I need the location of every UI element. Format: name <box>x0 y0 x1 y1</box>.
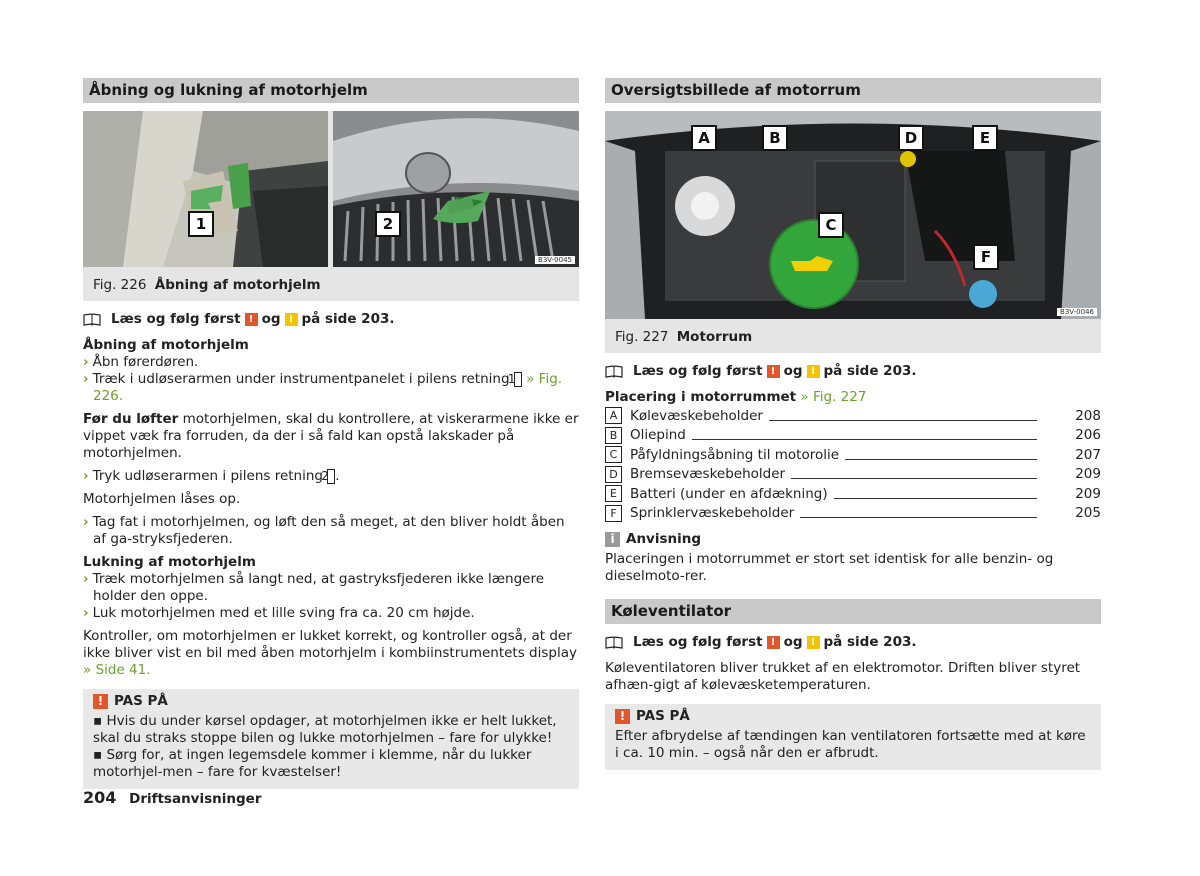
warning-box <box>83 689 579 789</box>
read-first-line <box>605 363 1101 379</box>
arrow-icon: › <box>83 514 89 530</box>
section-title: Åbning og lukning af motorhjelm <box>83 78 579 103</box>
label-B: B <box>762 125 788 151</box>
read-first-text: Læs og følg først <box>633 363 763 379</box>
leader-line <box>800 508 1037 518</box>
leader-line <box>791 469 1037 479</box>
item-letter: E <box>605 485 622 502</box>
label-A: A <box>691 125 717 151</box>
warning-icon: ! <box>767 636 780 649</box>
fan-warning-box <box>605 704 1101 770</box>
callout-1: 1 <box>188 211 214 237</box>
open-step-2 <box>83 371 579 405</box>
leader-line <box>769 411 1037 421</box>
placement-heading <box>605 389 1101 406</box>
figure-227 <box>605 111 1101 353</box>
page-footer <box>83 788 261 807</box>
label-E: E <box>972 125 998 151</box>
unlock-text: Motorhjelmen låses op. <box>83 491 241 507</box>
fan-text: Køleventilatoren bliver trukket af en elektromotor. Driften bliver styret afhæn-gigt af kølevæsketemperaturen. <box>605 660 1081 693</box>
engine-illustration <box>605 111 1101 319</box>
leader-line <box>834 489 1037 499</box>
hood-release-photo <box>83 111 328 267</box>
before-paragraph <box>83 411 579 462</box>
leader-line <box>692 430 1037 440</box>
step-3 <box>83 468 579 485</box>
step-text: Luk motorhjelmen med et lille sving fra ca. 20 cm højde. <box>92 605 475 621</box>
control-text: Kontroller, om motorhjelmen er lukket korrekt, og kontroller også, at der ikke bliver vist en bil med åben motorhjelm i kombiinstrumentets display <box>83 628 577 661</box>
step-4 <box>83 514 579 548</box>
read-first-text: Læs og følg først <box>111 311 241 327</box>
placement-list <box>605 406 1101 523</box>
close-step-2 <box>83 605 579 622</box>
item-label: Batteri (under en afdækning) <box>630 485 828 502</box>
warning-text: Efter afbrydelse af tændingen kan ventilatoren fortsætte med at køre i ca. 10 min. – også når den er afbrudt. <box>615 728 1086 761</box>
control-paragraph <box>83 628 579 679</box>
step-punct: . <box>335 468 340 484</box>
note-title: Anvisning <box>626 531 702 547</box>
label-C: C <box>818 212 844 238</box>
label-F: F <box>973 244 999 270</box>
open-step-1 <box>83 354 579 371</box>
read-first-page: på side 203. <box>823 363 917 379</box>
interior-illustration <box>83 111 328 267</box>
arrow-icon: › <box>83 371 89 387</box>
book-icon <box>83 313 101 326</box>
open-heading: Åbning af motorhjelm <box>83 337 249 353</box>
warning-item-2: ▪ Sørg for, at ingen legemsdele kommer i klemme, når du lukker motorhjel-men – fare for kvæstelser! <box>93 747 532 780</box>
page-link[interactable]: » Side 41. <box>83 662 151 678</box>
figure-title: Motorrum <box>676 329 753 345</box>
warning-title: PAS PÅ <box>636 708 690 724</box>
warning-item-1: ▪ Hvis du under kørsel opdager, at motorhjelmen ikke er helt lukket, skal du straks stoppe bilen og lukke motorhjelmen – fare for ulykke! <box>93 713 557 746</box>
warning-title: PAS PÅ <box>114 693 168 709</box>
item-label: Sprinklervæskebeholder <box>630 505 795 522</box>
step-text: Træk motorhjelmen så langt ned, at gastryksfjederen ikke længere holder den oppe. <box>92 571 545 604</box>
callout-ref-2: 2 <box>327 469 335 484</box>
item-letter: C <box>605 446 622 463</box>
warning-head <box>93 693 569 709</box>
figure-226 <box>83 111 579 301</box>
read-first-text: Læs og følg først <box>633 634 763 650</box>
book-icon <box>605 636 623 649</box>
close-heading: Lukning af motorhjelm <box>83 554 256 570</box>
item-page: 208 <box>1075 407 1101 424</box>
warning-icon: ! <box>93 694 108 709</box>
figure-caption <box>83 267 579 301</box>
fan-section-title: Køleventilator <box>605 599 1101 624</box>
caution-icon: ! <box>807 365 820 378</box>
label-D: D <box>898 125 924 151</box>
item-page: 209 <box>1075 485 1101 502</box>
car-front-illustration <box>333 111 579 267</box>
figure-title: Åbning af motorhjelm <box>154 277 321 293</box>
fan-read-first-line <box>605 634 1101 650</box>
caution-icon: ! <box>285 313 298 326</box>
item-letter: D <box>605 466 622 483</box>
left-column <box>83 78 579 789</box>
leader-line <box>845 450 1037 460</box>
step-text: Tag fat i motorhjelmen, og løft den så meget, at den bliver holdt åben af ga-stryksfjederen. <box>92 514 565 547</box>
step-text: Træk i udløserarmen under instrumentpanelet i pilens retning <box>92 371 510 387</box>
read-first-and: og <box>783 363 803 379</box>
arrow-icon: › <box>83 605 89 621</box>
step-text: Tryk udløserarmen i pilens retning <box>92 468 323 484</box>
figure-number: Fig. 226 <box>93 277 147 293</box>
list-item <box>605 445 1101 465</box>
hood-lever-photo <box>333 111 579 267</box>
fig-link[interactable]: » Fig. 227 <box>800 389 867 405</box>
warning-icon: ! <box>245 313 258 326</box>
read-first-and: og <box>261 311 281 327</box>
arrow-icon: › <box>83 354 89 370</box>
before-bold: Før du løfter <box>83 411 179 427</box>
item-label: Oliepind <box>630 427 686 444</box>
read-first-and: og <box>783 634 803 650</box>
page-number: 204 <box>83 788 117 807</box>
list-item <box>605 484 1101 504</box>
read-first-line <box>83 311 579 327</box>
note-head <box>605 531 1101 547</box>
item-letter: F <box>605 505 622 522</box>
note-text: Placeringen i motorrummet er stort set identisk for alle benzin- og dieselmoto-rer. <box>605 551 1054 584</box>
list-item <box>605 426 1101 446</box>
item-label: Påfyldningsåbning til motorolie <box>630 446 840 463</box>
arrow-icon: › <box>83 571 89 587</box>
step-text: Åbn førerdøren. <box>92 354 199 370</box>
warning-head <box>615 708 1091 724</box>
list-item <box>605 465 1101 485</box>
list-item <box>605 406 1101 426</box>
placement-title: Placering i motorrummet <box>605 389 797 405</box>
warning-icon: ! <box>615 709 630 724</box>
item-page: 207 <box>1075 446 1101 463</box>
figure-caption <box>605 319 1101 353</box>
arrow-icon: › <box>83 468 89 484</box>
fig-link[interactable]: » Fig. 226. <box>93 371 563 404</box>
right-column <box>605 78 1101 770</box>
close-step-1 <box>83 571 579 605</box>
figure-code: B3V-0045 <box>535 256 575 264</box>
book-icon <box>605 365 623 378</box>
item-page: 209 <box>1075 466 1101 483</box>
read-first-page: på side 203. <box>823 634 917 650</box>
info-icon: i <box>605 532 620 547</box>
engine-bay-photo <box>605 111 1101 319</box>
item-page: 206 <box>1075 427 1101 444</box>
section-title: Oversigtsbillede af motorrum <box>605 78 1101 103</box>
footer-section: Driftsanvisninger <box>129 791 262 807</box>
callout-2: 2 <box>375 211 401 237</box>
warning-icon: ! <box>767 365 780 378</box>
item-letter: A <box>605 407 622 424</box>
figure-code: B3V-0046 <box>1057 308 1097 316</box>
callout-ref-1: 1 <box>514 372 522 387</box>
list-item <box>605 504 1101 524</box>
before-text: motorhjelmen, skal du kontrollere, at viskerarmene ikke er vippet væk fra forruden, da der i så fald kan opstå lakskader på motorhjelmen. <box>83 411 579 461</box>
figure-number: Fig. 227 <box>615 329 669 345</box>
read-first-page: på side 203. <box>301 311 395 327</box>
item-label: Kølevæskebeholder <box>630 407 763 424</box>
item-page: 205 <box>1075 505 1101 522</box>
item-letter: B <box>605 427 622 444</box>
caution-icon: ! <box>807 636 820 649</box>
item-label: Bremsevæskebeholder <box>630 466 786 483</box>
